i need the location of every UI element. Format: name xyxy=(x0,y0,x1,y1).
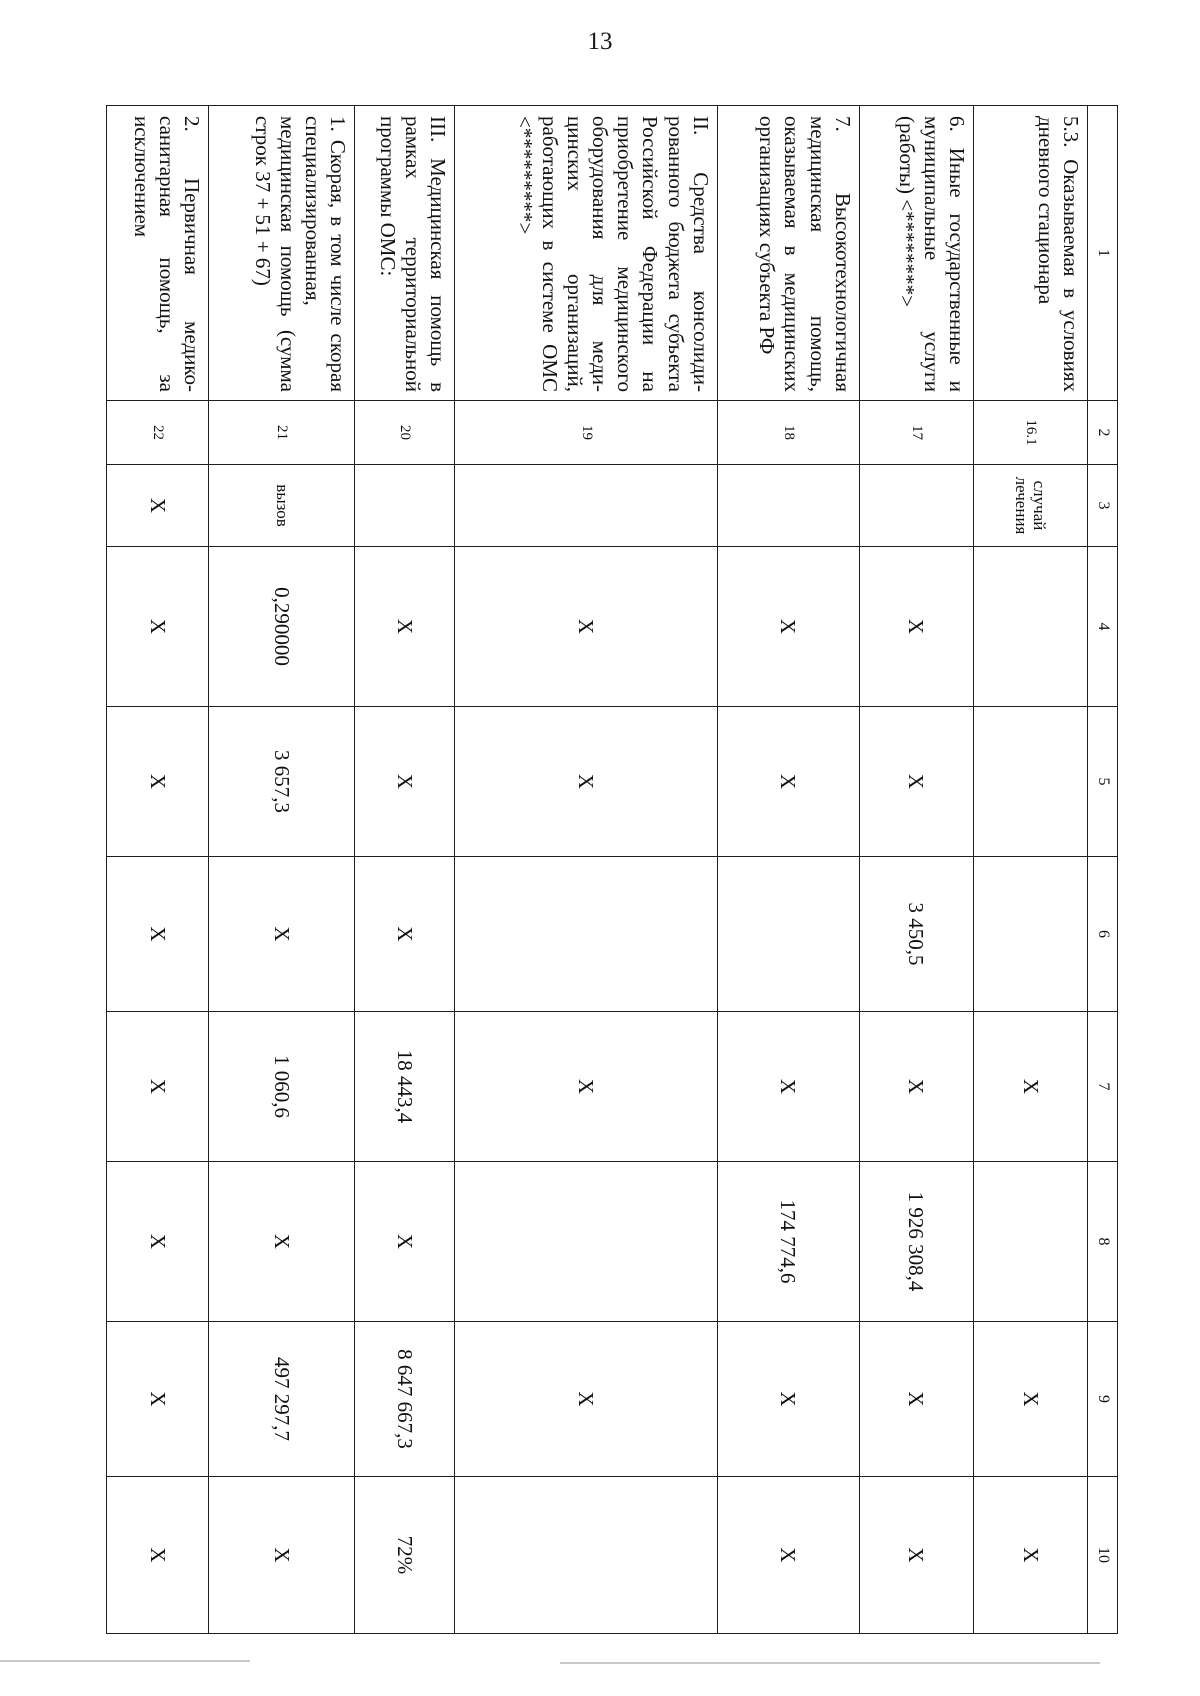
column-number: 5 xyxy=(1088,707,1118,857)
cell: X xyxy=(107,1322,209,1477)
scan-artifact xyxy=(560,1662,1100,1664)
cell: X xyxy=(107,547,209,707)
row-unit xyxy=(355,465,455,547)
column-number: 4 xyxy=(1088,547,1118,707)
column-number: 1 xyxy=(1088,106,1118,401)
cell: 72% xyxy=(355,1477,455,1634)
cell xyxy=(717,857,859,1012)
row-unit: случай лечения xyxy=(973,465,1087,547)
column-number: 2 xyxy=(1088,401,1118,465)
cell: X xyxy=(209,857,355,1012)
column-number: 8 xyxy=(1088,1162,1118,1322)
cell: 1 060,6 xyxy=(209,1012,355,1162)
cell: X xyxy=(973,1477,1087,1634)
row-name: 7. Высокотехнологичная медицинская помощь, оказываемая в медицинских организациях субъекта РФ xyxy=(717,106,859,401)
cell: X xyxy=(355,547,455,707)
column-number: 7 xyxy=(1088,1012,1118,1162)
cell: X xyxy=(355,1162,455,1322)
table-row xyxy=(107,106,209,1634)
row-code: 22 xyxy=(107,401,209,465)
page-number: 13 xyxy=(587,28,613,55)
row-code: 20 xyxy=(355,401,455,465)
cell: X xyxy=(107,1162,209,1322)
cell: X xyxy=(107,1477,209,1634)
cell: X xyxy=(209,1477,355,1634)
cell: X xyxy=(973,1012,1087,1162)
row-name: 5.3. Оказываемая в условиях дневного стационара xyxy=(973,106,1087,401)
column-number: 3 xyxy=(1088,465,1118,547)
cell: X xyxy=(355,707,455,857)
scan-artifact xyxy=(0,1660,250,1662)
table-row xyxy=(455,106,718,1634)
cell xyxy=(973,1162,1087,1322)
cell: X xyxy=(859,707,973,857)
row-unit: X xyxy=(107,465,209,547)
cell: X xyxy=(209,1162,355,1322)
cell: X xyxy=(355,857,455,1012)
cell: 8 647 667,3 xyxy=(355,1322,455,1477)
cell xyxy=(973,707,1087,857)
cell: X xyxy=(859,1477,973,1634)
cell: X xyxy=(455,1322,718,1477)
cell: 0,290000 xyxy=(209,547,355,707)
row-name: III. Медицинская помощь в рамках территориальной программы ОМС: xyxy=(355,106,455,401)
row-unit: вызов xyxy=(209,465,355,547)
cell: X xyxy=(107,707,209,857)
row-code: 19 xyxy=(455,401,718,465)
row-unit xyxy=(859,465,973,547)
cell: X xyxy=(859,1322,973,1477)
rotated-table-wrapper xyxy=(106,105,1118,1633)
row-code: 16.1 xyxy=(973,401,1087,465)
cell: 174 774,6 xyxy=(717,1162,859,1322)
row-code: 17 xyxy=(859,401,973,465)
cell: 497 297,7 xyxy=(209,1322,355,1477)
column-number-row xyxy=(1088,106,1118,1634)
table-row xyxy=(859,106,973,1634)
table-row xyxy=(355,106,455,1634)
cell: X xyxy=(717,1477,859,1634)
cell: X xyxy=(107,1012,209,1162)
table-row xyxy=(209,106,355,1634)
cell: X xyxy=(455,707,718,857)
row-unit xyxy=(455,465,718,547)
cell: 18 443,4 xyxy=(355,1012,455,1162)
cell: X xyxy=(717,1012,859,1162)
cell xyxy=(455,857,718,1012)
cell xyxy=(973,857,1087,1012)
column-number: 9 xyxy=(1088,1322,1118,1477)
cell: 1 926 308,4 xyxy=(859,1162,973,1322)
row-name: 1. Скорая, в том числе скорая специализированная, медицинская помощь (сумма строк 37 + 51 + 67) xyxy=(209,106,355,401)
cell: X xyxy=(717,707,859,857)
row-unit xyxy=(717,465,859,547)
cell: X xyxy=(455,1012,718,1162)
cell: X xyxy=(859,1012,973,1162)
row-code: 21 xyxy=(209,401,355,465)
cell: X xyxy=(107,857,209,1012)
row-name: 6. Иные государственные и муниципальные услуги (работы) <********> xyxy=(859,106,973,401)
row-name: 2. Первичная медико-санитарная помощь, за исключением xyxy=(107,106,209,401)
data-table xyxy=(106,105,1118,1634)
cell xyxy=(455,1162,718,1322)
cell: 3 657,3 xyxy=(209,707,355,857)
cell: X xyxy=(973,1322,1087,1477)
cell: 3 450,5 xyxy=(859,857,973,1012)
cell: X xyxy=(717,547,859,707)
cell xyxy=(973,547,1087,707)
cell: X xyxy=(455,547,718,707)
column-number: 6 xyxy=(1088,857,1118,1012)
column-number: 10 xyxy=(1088,1477,1118,1634)
table-row xyxy=(717,106,859,1634)
cell: X xyxy=(859,547,973,707)
table-row xyxy=(973,106,1087,1634)
row-name: II. Средства консолидированного бюджета субъекта Российской Федерации на приобретение медицинского оборудования для медицинских организаций, работающих в системе ОМС <*********> xyxy=(455,106,718,401)
cell xyxy=(455,1477,718,1634)
cell: X xyxy=(717,1322,859,1477)
row-code: 18 xyxy=(717,401,859,465)
